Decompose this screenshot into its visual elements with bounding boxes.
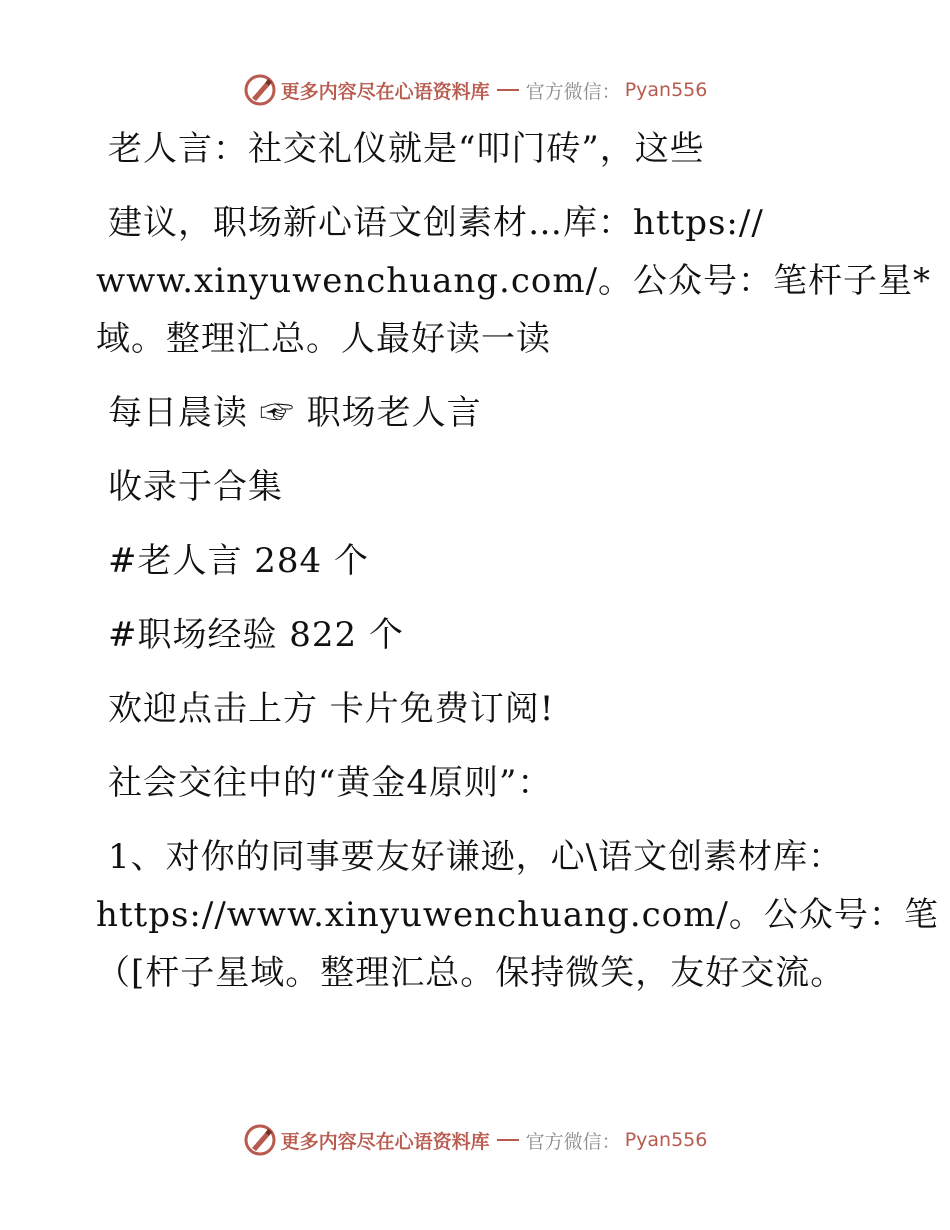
tag-work-experience[interactable]: #职场经验 822 个 (108, 615, 404, 655)
principles-heading: 社会交往中的“黄金4原则”： (108, 763, 553, 803)
document-title: 老人言：社交礼仪就是“叩门砖”，这些 (108, 129, 705, 169)
list-item-line: 1、对你的同事要友好谦逊，心\语文创素材库： (108, 837, 844, 877)
daily-read-line: 每日晨读 ☞ 职场老人言 (108, 393, 482, 433)
banner-wechat-label: 官方微信： (525, 1130, 621, 1153)
banner-wechat-label: 官方微信： (525, 80, 621, 103)
paragraph-line: 域。整理汇总。人最好读一读 (96, 319, 551, 359)
pen-logo-icon (243, 1123, 277, 1157)
banner-divider (497, 1139, 519, 1141)
paragraph-line: www.xinyuwenchuang.com/。公众号：笔杆子星* (96, 261, 932, 301)
pen-logo-icon (243, 73, 277, 107)
banner-wechat-id: Pyan556 (624, 1129, 708, 1151)
banner-wechat-id: Pyan556 (624, 79, 708, 101)
list-item-line: https://www.xinyuwenchuang.com/。公众号：笔 (96, 895, 939, 935)
subscribe-line: 欢迎点击上方 卡片免费订阅! (108, 689, 555, 729)
banner-brand: 更多内容尽在心语资料库 (280, 80, 490, 103)
paragraph-line: 建议，职场新心语文创素材…库：https:// (108, 203, 764, 243)
list-item-line: （[杆子星域。整理汇总。保持微笑，友好交流。 (96, 953, 846, 993)
collection-label: 收录于合集 (108, 467, 283, 507)
document-body (96, 120, 939, 1002)
banner-divider (497, 89, 519, 91)
footer-banner (0, 1120, 950, 1160)
header-banner (0, 70, 950, 110)
tag-old-sayings[interactable]: #老人言 284 个 (108, 541, 369, 581)
banner-brand: 更多内容尽在心语资料库 (280, 1130, 490, 1153)
